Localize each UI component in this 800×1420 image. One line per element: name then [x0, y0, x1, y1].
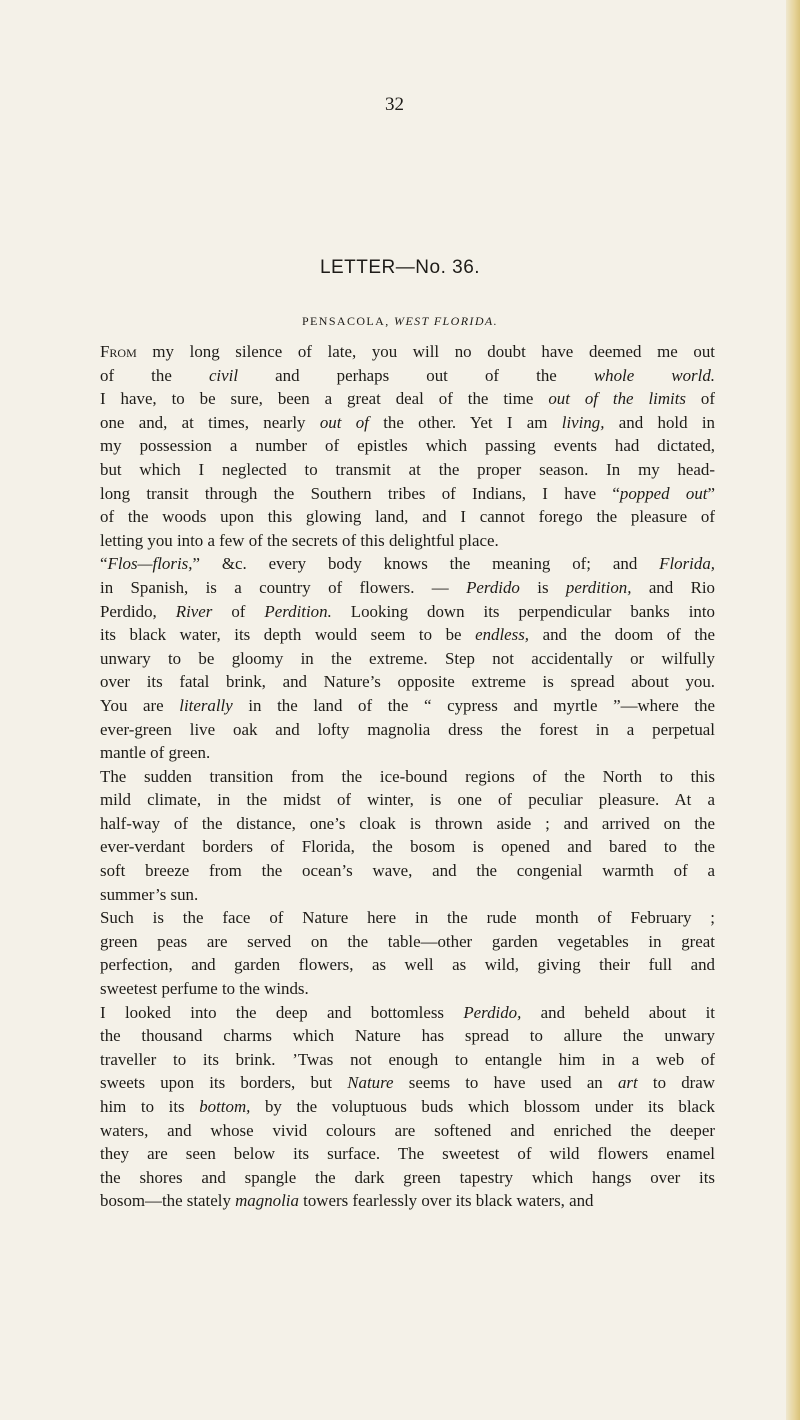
- text-run: and beheld about it: [521, 1002, 715, 1022]
- text-run: of: [212, 601, 265, 621]
- paragraph: [100, 340, 715, 552]
- text-run: of: [686, 389, 715, 409]
- text-line: [100, 1071, 715, 1095]
- text-line: [100, 859, 715, 883]
- text-line: [100, 930, 715, 954]
- text-run: soft breeze from the ocean’s wave, and the congenial warmth of a: [100, 861, 715, 881]
- text-run: by the voluptuous buds which blossom under its black: [250, 1097, 715, 1116]
- text-run: mild climate, in the midst of winter, is one of peculiar pleasure. At a: [100, 790, 715, 810]
- text-line: [100, 835, 715, 859]
- page-number: 32: [385, 94, 404, 115]
- text-run: endless,: [475, 625, 530, 645]
- text-run: I looked into the deep and bottomless: [100, 1002, 464, 1022]
- text-run: him to its: [100, 1097, 200, 1116]
- text-run: sweets upon its borders, but: [100, 1073, 348, 1093]
- text-run: ever-green live oak and lofty magnolia dress the forest in a perpetual: [100, 719, 715, 739]
- text-line: [100, 718, 715, 742]
- text-run: my long silence of late, you will no doubt have deemed me out: [136, 342, 715, 361]
- letter-body: [100, 340, 715, 1213]
- text-run: but which I neglected to transmit at the proper season. In my head-: [100, 459, 715, 479]
- text-run: I have, to be sure, been a great deal of the time: [100, 389, 549, 409]
- text-run: Flos—floris,: [107, 554, 193, 574]
- text-run: one and, at times, nearly: [100, 412, 320, 432]
- text-line: [100, 670, 715, 694]
- text-line: [100, 434, 715, 458]
- text-run: waters, and whose vivid colours are softened and enriched the deeper: [100, 1120, 715, 1140]
- text-run: traveller to its brink. ’Twas not enough to entangle him in a web of: [100, 1049, 715, 1069]
- text-run: seems to have used an: [393, 1073, 618, 1093]
- text-run: From: [100, 342, 137, 361]
- text-run: they are seen below its surface. The sweetest of wild flowers enamel: [100, 1144, 715, 1164]
- text-line: [100, 576, 715, 600]
- text-run: popped out: [619, 483, 708, 503]
- dateline-state: WEST FLORIDA.: [394, 314, 499, 328]
- text-run: civil: [208, 365, 239, 385]
- text-line: [100, 883, 715, 907]
- text-run: Florida,: [659, 554, 715, 574]
- text-run: out of: [319, 412, 369, 432]
- text-run: Perdido,: [463, 1002, 522, 1022]
- text-line: [100, 482, 715, 506]
- text-run: long transit through the Southern tribes of Indians, I have “: [100, 483, 620, 503]
- text-line: [100, 364, 715, 388]
- text-run: magnolia: [235, 1191, 299, 1211]
- text-run: Perdido,: [100, 601, 176, 621]
- text-line: [100, 1024, 715, 1048]
- text-run: Perdition.: [264, 601, 332, 621]
- text-line: [100, 953, 715, 977]
- text-run: towers fearlessly over its black waters, and: [298, 1191, 594, 1211]
- dateline-city: PENSACOLA,: [301, 314, 390, 328]
- text-line: [100, 1095, 715, 1119]
- text-run: the other. Yet I am: [368, 412, 562, 432]
- text-line: [100, 340, 715, 364]
- text-run: bottom,: [199, 1097, 251, 1116]
- text-line: [100, 977, 715, 1001]
- text-run: and hold in: [604, 412, 715, 432]
- text-line: [100, 505, 715, 529]
- text-line: [100, 411, 715, 435]
- text-run: ever-verdant borders of Florida, the bosom is opened and bared to the: [100, 837, 715, 857]
- text-line: [100, 529, 715, 553]
- text-line: [100, 694, 715, 718]
- text-run: green peas are served on the table—other garden vegetables in great: [100, 931, 715, 951]
- text-run: is: [519, 577, 566, 597]
- text-run: Perdido: [466, 577, 520, 597]
- text-run: art: [617, 1073, 638, 1093]
- text-run: perdition,: [565, 577, 632, 597]
- text-run: perfection, and garden flowers, as well as wild, giving their full and: [100, 955, 715, 975]
- text-run: and perhaps out of the: [238, 365, 594, 385]
- text-run: in the land of the “ cypress and myrtle ”—where the: [232, 695, 715, 715]
- text-line: [100, 741, 715, 765]
- text-run: to draw: [637, 1073, 715, 1093]
- text-run: ” &c. every body knows the meaning of; and: [192, 554, 660, 574]
- text-line: [100, 788, 715, 812]
- text-run: Looking down its perpendicular banks into: [331, 601, 715, 621]
- text-run: literally: [179, 695, 233, 715]
- text-line: [100, 906, 715, 930]
- text-line: [100, 647, 715, 671]
- text-run: of the: [100, 365, 209, 385]
- text-line: [100, 1048, 715, 1072]
- text-line: [100, 1189, 715, 1213]
- text-run: Nature: [347, 1073, 394, 1093]
- text-run: bosom—the stately: [100, 1191, 236, 1211]
- text-run: whole world.: [593, 365, 715, 385]
- letter-heading: LETTER—No. 36.: [319, 257, 481, 278]
- text-run: the thousand charms which Nature has spread to allure the unwary: [100, 1026, 715, 1046]
- paragraph: [100, 765, 715, 907]
- text-line: [100, 1166, 715, 1190]
- text-line: [100, 812, 715, 836]
- text-run: mantle of green.: [100, 743, 211, 763]
- text-line: [100, 623, 715, 647]
- paragraph: [100, 906, 715, 1000]
- text-line: [100, 765, 715, 789]
- text-run: over its fatal brink, and Nature’s opposite extreme is spread about you.: [100, 672, 715, 692]
- text-line: [100, 600, 715, 624]
- text-run: out of the limits: [548, 389, 686, 409]
- text-run: ”: [707, 483, 715, 503]
- text-run: River: [175, 601, 213, 621]
- dateline: [0, 314, 800, 329]
- text-run: You are: [100, 695, 180, 715]
- text-line: [100, 552, 715, 576]
- text-run: of the woods upon this glowing land, and I cannot forego the pleasure of: [100, 507, 715, 527]
- text-run: half-way of the distance, one’s cloak is thrown aside ; and arrived on the: [100, 813, 715, 833]
- text-run: “: [100, 554, 108, 574]
- text-line: [100, 1142, 715, 1166]
- text-run: its black water, its depth would seem to be: [100, 625, 476, 645]
- page-edge: [786, 0, 800, 1420]
- paragraph: [100, 1001, 715, 1213]
- text-run: my possession a number of epistles which passing events had dictated,: [100, 436, 715, 456]
- text-line: [100, 1001, 715, 1025]
- text-run: and the doom of the: [529, 625, 715, 645]
- text-run: living,: [561, 412, 605, 432]
- text-run: in Spanish, is a country of flowers. —: [100, 577, 467, 597]
- text-run: summer’s sun.: [100, 884, 199, 904]
- text-line: [100, 458, 715, 482]
- text-run: and Rio: [631, 577, 715, 597]
- text-run: the shores and spangle the dark green tapestry which hangs over its: [100, 1167, 715, 1187]
- text-run: The sudden transition from the ice-bound regions of the North to this: [100, 766, 715, 786]
- paragraph: [100, 552, 715, 764]
- text-run: unwary to be gloomy in the extreme. Step not accidentally or wilfully: [100, 648, 715, 668]
- text-line: [100, 387, 715, 411]
- text-run: Such is the face of Nature here in the rude month of February ;: [100, 908, 715, 928]
- text-line: [100, 1119, 715, 1143]
- text-run: sweetest perfume to the winds.: [100, 979, 309, 999]
- text-run: letting you into a few of the secrets of this delightful place.: [100, 530, 499, 550]
